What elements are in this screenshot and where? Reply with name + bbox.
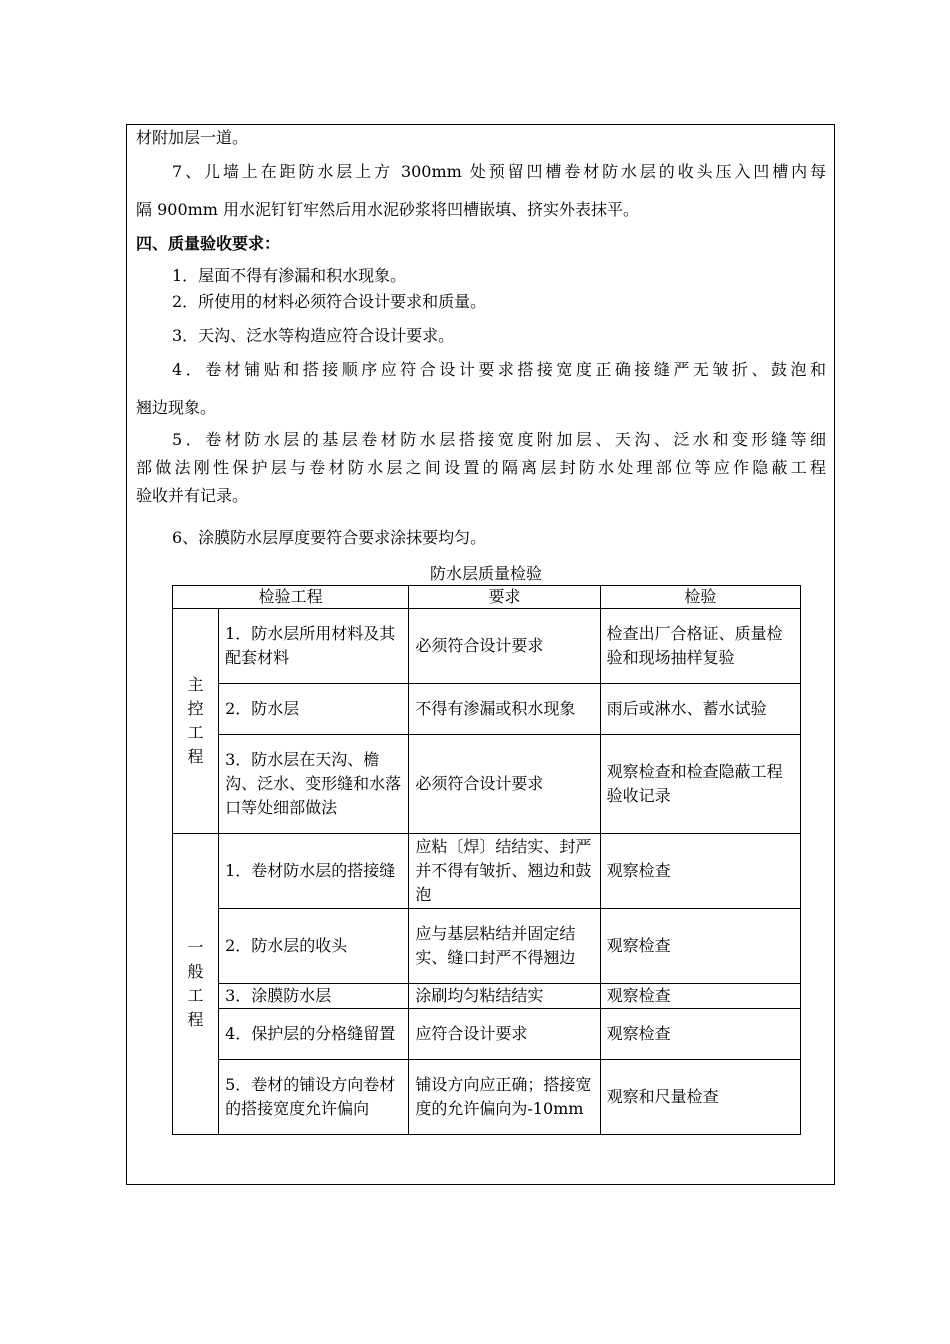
item-cell: 4．保护层的分格缝留置 [219, 1009, 409, 1060]
table-row [173, 684, 801, 735]
item-cell: 1．卷材防水层的搭接缝 [219, 834, 409, 909]
requirement-cell: 不得有渗漏或积水现象 [409, 684, 600, 735]
table-row [173, 1009, 801, 1060]
check-cell: 雨后或淋水、蓄水试验 [600, 684, 800, 735]
header-requirement: 要求 [409, 586, 600, 609]
quality-item-4-line-2: 翘边现象。 [136, 398, 217, 417]
quality-item-6: 6、涂膜防水层厚度要符合要求涂抹要均匀。 [172, 528, 487, 547]
quality-item-1: 1．屋面不得有渗漏和积水现象。 [172, 266, 407, 285]
table-row [173, 834, 801, 909]
header-check: 检验 [600, 586, 800, 609]
quality-item-5-line-2: 部做法刚性保护层与卷材防水层之间设置的隔离层封防水处理部位等应作隐蔽工程 [136, 458, 826, 477]
item-cell: 3．涂膜防水层 [219, 984, 409, 1009]
item-cell: 3．防水层在天沟、檐沟、泛水、变形缝和水落口等处细部做法 [219, 735, 409, 834]
check-cell: 观察和尺量检查 [600, 1060, 800, 1135]
table-row [173, 984, 801, 1009]
check-cell: 观察检查 [600, 909, 800, 984]
quality-item-2: 2．所使用的材料必须符合设计要求和质量。 [172, 292, 487, 311]
paragraph-continuation: 材附加层一道。 [136, 128, 249, 147]
requirement-cell: 应符合设计要求 [409, 1009, 600, 1060]
requirement-cell: 涂刷均匀粘结结实 [409, 984, 600, 1009]
inspection-table [172, 585, 801, 1135]
requirement-cell: 必须符合设计要求 [409, 735, 600, 834]
table-row [173, 609, 801, 684]
table-row [173, 909, 801, 984]
requirement-cell: 必须符合设计要求 [409, 609, 600, 684]
check-cell: 检查出厂合格证、质量检验和现场抽样复验 [600, 609, 800, 684]
requirement-cell: 铺设方向应正确；搭接宽度的允许偏向为-10mm [409, 1060, 600, 1135]
group-label-main-control: 主控工程 [173, 609, 219, 834]
item-cell: 2．防水层的收头 [219, 909, 409, 984]
quality-item-3: 3．天沟、泛水等构造应符合设计要求。 [172, 326, 455, 345]
item-cell: 2．防水层 [219, 684, 409, 735]
table-header-row [173, 586, 801, 609]
paragraph-7-line-1: 7、儿墙上在距防水层上方 300mm 处预留凹槽卷材防水层的收头压入凹槽内每 [172, 162, 826, 181]
group-label-general: 一般工程 [173, 834, 219, 1135]
requirement-cell: 应粘〔焊〕结结实、封严并不得有皱折、翘边和鼓泡 [409, 834, 600, 909]
check-cell: 观察检查 [600, 1009, 800, 1060]
item-cell: 5．卷材的铺设方向卷材的搭接宽度允许偏向 [219, 1060, 409, 1135]
header-item: 检验工程 [173, 586, 409, 609]
table-caption: 防水层质量检验 [429, 564, 542, 583]
check-cell: 观察检查和检查隐蔽工程验收记录 [600, 735, 800, 834]
section-heading-quality: 四、质量验收要求： [136, 234, 281, 253]
table-row [173, 1060, 801, 1135]
paragraph-7-line-2: 隔 900mm 用水泥钉钉牢然后用水泥砂浆将凹槽嵌填、挤实外表抹平。 [136, 200, 640, 219]
quality-item-5-line-1: 5．卷材防水层的基层卷材防水层搭接宽度附加层、天沟、泛水和变形缝等细 [172, 430, 826, 449]
check-cell: 观察检查 [600, 834, 800, 909]
quality-item-4-line-1: 4．卷材铺贴和搭接顺序应符合设计要求搭接宽度正确接缝严无皱折、鼓泡和 [172, 360, 826, 379]
requirement-cell: 应与基层粘结并固定结实、缝口封严不得翘边 [409, 909, 600, 984]
quality-item-5-line-3: 验收并有记录。 [136, 486, 249, 505]
table-row [173, 735, 801, 834]
item-cell: 1．防水层所用材料及其配套材料 [219, 609, 409, 684]
check-cell: 观察检查 [600, 984, 800, 1009]
